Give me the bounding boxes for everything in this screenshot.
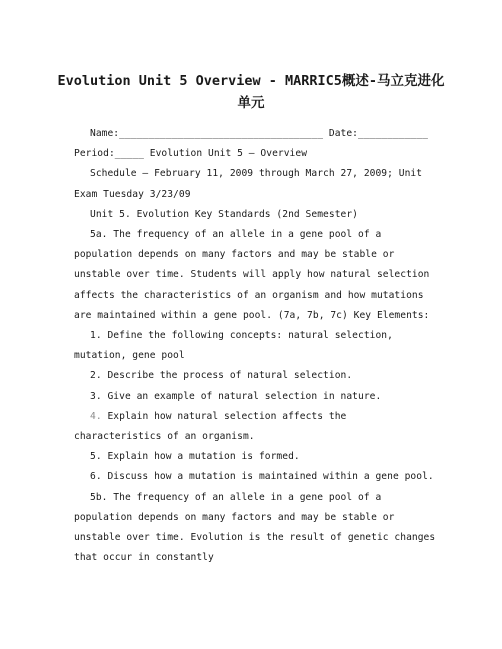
key-element-2: 2. Describe the process of natural selection. xyxy=(90,370,353,382)
standard-5a: 5a. The frequency of an allele in a gene pool of a population depends on many factors and may be stable or unstable over time. Students will apply how natural selection affects the characteristics of an organism and how mutations are maintained within a gene pool. (7a, 7b, 7c) Key Elements: xyxy=(74,229,430,321)
document-title xyxy=(0,70,502,114)
key-element-1: 1. Define the following concepts: natural selection, mutation, gene pool xyxy=(74,330,393,362)
period-line: Period:_____ Evolution Unit 5 – Overview xyxy=(74,148,308,160)
key-element-6: 6. Discuss how a mutation is maintained within a gene pool. xyxy=(90,471,434,483)
key-element-3: 3. Give an example of natural selection in nature. xyxy=(90,390,382,402)
document-body xyxy=(74,124,436,568)
schedule-paragraph: Schedule – February 11, 2009 through March 27, 2009; Unit Exam Tuesday 3/23/09 xyxy=(74,168,423,200)
title-line-2: 单元 xyxy=(237,95,265,111)
standards-heading: Unit 5. Evolution Key Standards (2nd Semester) xyxy=(90,208,358,220)
name-date-line: Name:___________________________________ Date:____________ xyxy=(90,128,428,139)
title-line-1: Evolution Unit 5 Overview - MARRIC5概述-马立克进化 xyxy=(57,73,445,89)
standard-5b: 5b. The frequency of an allele in a gene pool of a population depends on many factors and may be stable or unstable over time. Evolution is the result of genetic changes that occur in constantly xyxy=(74,491,436,564)
key-element-4-text: Explain how natural selection affects the characteristics of an organism. xyxy=(74,410,347,443)
key-element-5: 5. Explain how a mutation is formed. xyxy=(90,451,300,463)
key-element-4 xyxy=(74,407,436,447)
key-element-4-number: 4. xyxy=(90,410,102,422)
